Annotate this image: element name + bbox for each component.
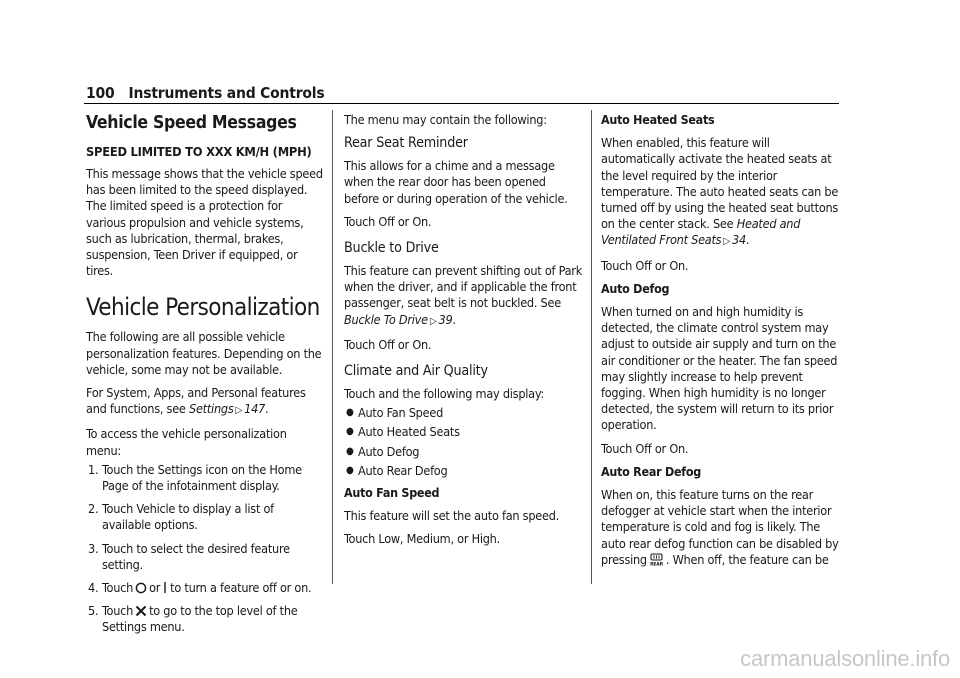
paragraph-climate-intro: Touch and the following may display: bbox=[344, 386, 544, 402]
paragraph-auto-defog: When turned on and high humidity is detected, the climate control system may adjust to outside air supply and turn on the air conditioner or the heater. The fan speed may slightly increase to help prevent fogging. When high humidity is no longer detected, the system will return to its prior operation. bbox=[601, 304, 838, 433]
section-title: Instruments and Controls bbox=[128, 84, 325, 102]
paragraph-touch-off-on: Touch Off or On. bbox=[344, 213, 432, 229]
paragraph-rear-seat-reminder: This allows for a chime and a message when the rear door has been opened before or during operation of the vehicle. bbox=[344, 158, 568, 206]
rear-defog-icon bbox=[649, 553, 664, 566]
page-ref-arrow-icon: ▷ bbox=[429, 315, 437, 327]
paragraph-settings-ref: For System, Apps, and Personal features and functions, see Settings ▷ 147. bbox=[86, 385, 306, 417]
steps-list bbox=[86, 462, 324, 636]
list-item: 4. Touch or to turn a feature off or on. bbox=[88, 580, 312, 596]
close-icon bbox=[135, 605, 147, 617]
list-item: 5. Touch to go to the top level of the Settings menu. bbox=[88, 603, 298, 635]
paragraph-auto-heated-seats: When enabled, this feature will automatically activate the heated seats at the level required by the interior temperature. The auto heated seats can be turned off by using the heated seat buttons on the center stack. See Heated and Ventilated Front Seats ▷ 34. bbox=[601, 135, 839, 248]
heading-vehicle-speed-messages: Vehicle Speed Messages bbox=[86, 113, 297, 133]
link-buckle-to-drive[interactable]: Buckle To Drive bbox=[344, 311, 428, 327]
page-number: 100 bbox=[86, 84, 115, 102]
page-ref-arrow-icon: ▷ bbox=[235, 405, 243, 417]
list-item: ● Auto Fan Speed bbox=[346, 405, 444, 421]
page-ref-buckle[interactable]: 39 bbox=[438, 311, 453, 327]
column-divider-2 bbox=[591, 110, 592, 584]
heading-speed-limited: SPEED LIMITED TO XXX KM/H (MPH) bbox=[86, 145, 312, 160]
watermark: carmanualsonline.info bbox=[740, 646, 950, 671]
heading-buckle-to-drive: Buckle to Drive bbox=[344, 240, 439, 257]
paragraph-access-menu: To access the vehicle personalization menu: bbox=[86, 426, 287, 458]
list-item: ● Auto Defog bbox=[346, 443, 420, 459]
page-ref-arrow-icon: ▷ bbox=[723, 236, 730, 248]
header-rule bbox=[84, 103, 839, 104]
paragraph-touch-off-on: Touch Off or On. bbox=[344, 336, 432, 352]
heading-auto-defog: Auto Defog bbox=[601, 280, 670, 296]
paragraph-menu-contains: The menu may contain the following: bbox=[344, 112, 547, 127]
paragraph-fan-levels: Touch Low, Medium, or High. bbox=[344, 531, 500, 547]
toggle-on-icon bbox=[162, 581, 168, 594]
paragraph-buckle-to-drive: This feature can prevent shifting out of Park when the driver, and if applicable the front passenger, seat belt is not buckled. See Buckle To Drive ▷ 39. bbox=[344, 263, 583, 327]
paragraph-auto-fan-speed: This feature will set the auto fan speed. bbox=[344, 508, 560, 524]
bullet-icon: ● bbox=[346, 445, 354, 457]
column-divider-1 bbox=[332, 110, 333, 584]
page-ref-settings[interactable]: 147 bbox=[244, 401, 266, 417]
heading-auto-heated-seats: Auto Heated Seats bbox=[601, 112, 715, 127]
page-header bbox=[86, 84, 324, 102]
paragraph-touch-off-on: Touch Off or On. bbox=[601, 257, 689, 273]
list-item: 1. Touch the Settings icon on the Home Page of the infotainment display. bbox=[88, 461, 302, 494]
column-middle bbox=[344, 112, 582, 555]
svg-text:REAR: REAR bbox=[650, 562, 663, 566]
list-item: ● Auto Rear Defog bbox=[346, 462, 448, 478]
heading-auto-rear-defog: Auto Rear Defog bbox=[601, 463, 702, 479]
list-item: ● Auto Heated Seats bbox=[346, 424, 460, 440]
bullet-icon: ● bbox=[346, 426, 354, 438]
page-ref-heated-seats[interactable]: 34 bbox=[732, 232, 746, 248]
heading-auto-fan-speed: Auto Fan Speed bbox=[344, 485, 440, 501]
paragraph-touch-off-on: Touch Off or On. bbox=[601, 440, 689, 456]
heading-climate-air-quality: Climate and Air Quality bbox=[344, 363, 488, 380]
column-right bbox=[601, 112, 841, 575]
bullet-icon: ● bbox=[346, 407, 354, 419]
climate-options-list bbox=[344, 405, 582, 479]
heading-rear-seat-reminder: Rear Seat Reminder bbox=[344, 135, 468, 152]
heading-vehicle-personalization: Vehicle Personalization bbox=[86, 293, 320, 322]
paragraph-auto-rear-defog: When on, this feature turns on the rear defogger at vehicle start when the interior temperature is cold and fog is likely. The auto rear defog function can be disabled by pressing REAR . When off, the feature can be bbox=[601, 487, 839, 567]
link-settings[interactable]: Settings bbox=[189, 401, 234, 417]
paragraph-speed-limited: This message shows that the vehicle speed has been limited to the speed displayed. The limited speed is a protection for various propulsion and vehicle systems, such as lubrication, thermal, brakes, suspension, Teen Driver if equipped, or tires. bbox=[86, 166, 323, 279]
list-item: 3. Touch to select the desired feature setting. bbox=[88, 540, 290, 572]
paragraph-personalization-intro: The following are all possible vehicle personalization features. Depending on the vehicle, some may not be available. bbox=[86, 329, 322, 377]
bullet-icon: ● bbox=[346, 464, 354, 476]
list-item: 2. Touch Vehicle to display a list of available options. bbox=[88, 501, 274, 533]
column-left bbox=[86, 112, 324, 643]
link-heated-seats[interactable]: Heated and Ventilated Front Seats bbox=[601, 216, 801, 248]
toggle-off-icon bbox=[135, 582, 147, 594]
